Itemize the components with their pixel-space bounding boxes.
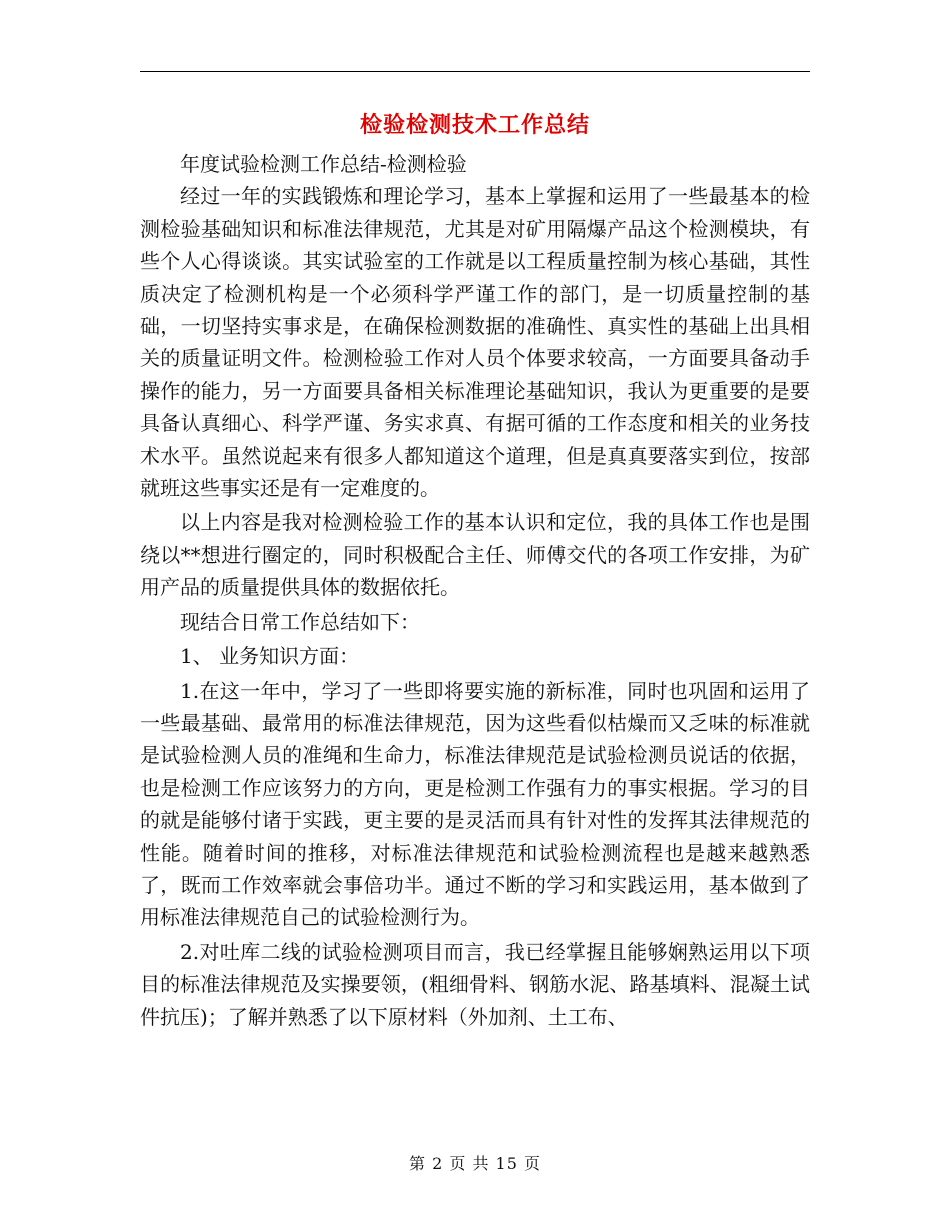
document-title: 检验检测技术工作总结 bbox=[359, 112, 590, 138]
body-paragraph: 经过一年的实践锻炼和理论学习，基本上掌握和运用了一些最基本的检测检验基础知识和标准法律规范，尤其是对矿用隔爆产品这个检测模块，有些个人心得谈谈。其实试验室的工作就是以工程质量控制为核心基础，其性质决定了检测机构是一个必须科学严谨工作的部门，是一切质量控制的基础，一切坚持实事求是，在确保检测数据的准确性、真实性的基础上出具相关的质量证明文件。检测检验工作对人员个体要求较高，一方面要具备动手操作的能力，另一方面要具备相关标准理论基础知识，我认为更重要的是要具备认真细心、科学严谨、务实求真、有据可循的工作态度和相关的业务技术水平。虽然说起来有很多人都知道这个道理，但是真真要落实到位，按部就班这些事实还是有一定难度的。 bbox=[140, 184, 810, 501]
body-paragraph: 现结合日常工作总结如下： bbox=[180, 609, 420, 634]
body-paragraph: 1.在这一年中，学习了一些即将要实施的新标准，同时也巩固和运用了一些最基础、最常用的标准法律规范，因为这些看似枯燥而又乏味的标准就是试验检测人员的准绳和生命力，标准法律规范是试验检测员说话的依据，也是检测工作应该努力的方向，更是检测工作强有力的事实根据。学习的目的就是能够付诸于实践，更主要的是灵活而具有针对性的发挥其法律规范的性能。随着时间的推移，对标准法律规范和试验检测流程也是越来越熟悉了，既而工作效率就会事倍功半。通过不断的学习和实践运用，基本做到了用标准法律规范自己的试验检测行为。 bbox=[140, 678, 810, 930]
body-paragraph: 2.对吐库二线的试验检测项目而言，我已经掌握且能够娴熟运用以下项目的标准法律规范及实操要领，(粗细骨料、钢筋水泥、路基填料、混凝土试件抗压)；了解并熟悉了以下原材料（外加剂、土工布、 bbox=[140, 939, 810, 1029]
body-paragraph: 以上内容是我对检测检验工作的基本认识和定位，我的具体工作也是围绕以**想进行圈定的，同时积极配合主任、师傅交代的各项工作安排，为矿用产品的质量提供具体的数据依托。 bbox=[140, 510, 810, 600]
header-rule bbox=[140, 71, 810, 72]
section-heading: 1、 业务知识方面： bbox=[180, 644, 360, 669]
page-number-footer: 第 2 页 共 15 页 bbox=[409, 1154, 541, 1173]
document-body bbox=[140, 148, 810, 1033]
subtitle-paragraph: 年度试验检测工作总结-检测检验 bbox=[180, 152, 467, 176]
